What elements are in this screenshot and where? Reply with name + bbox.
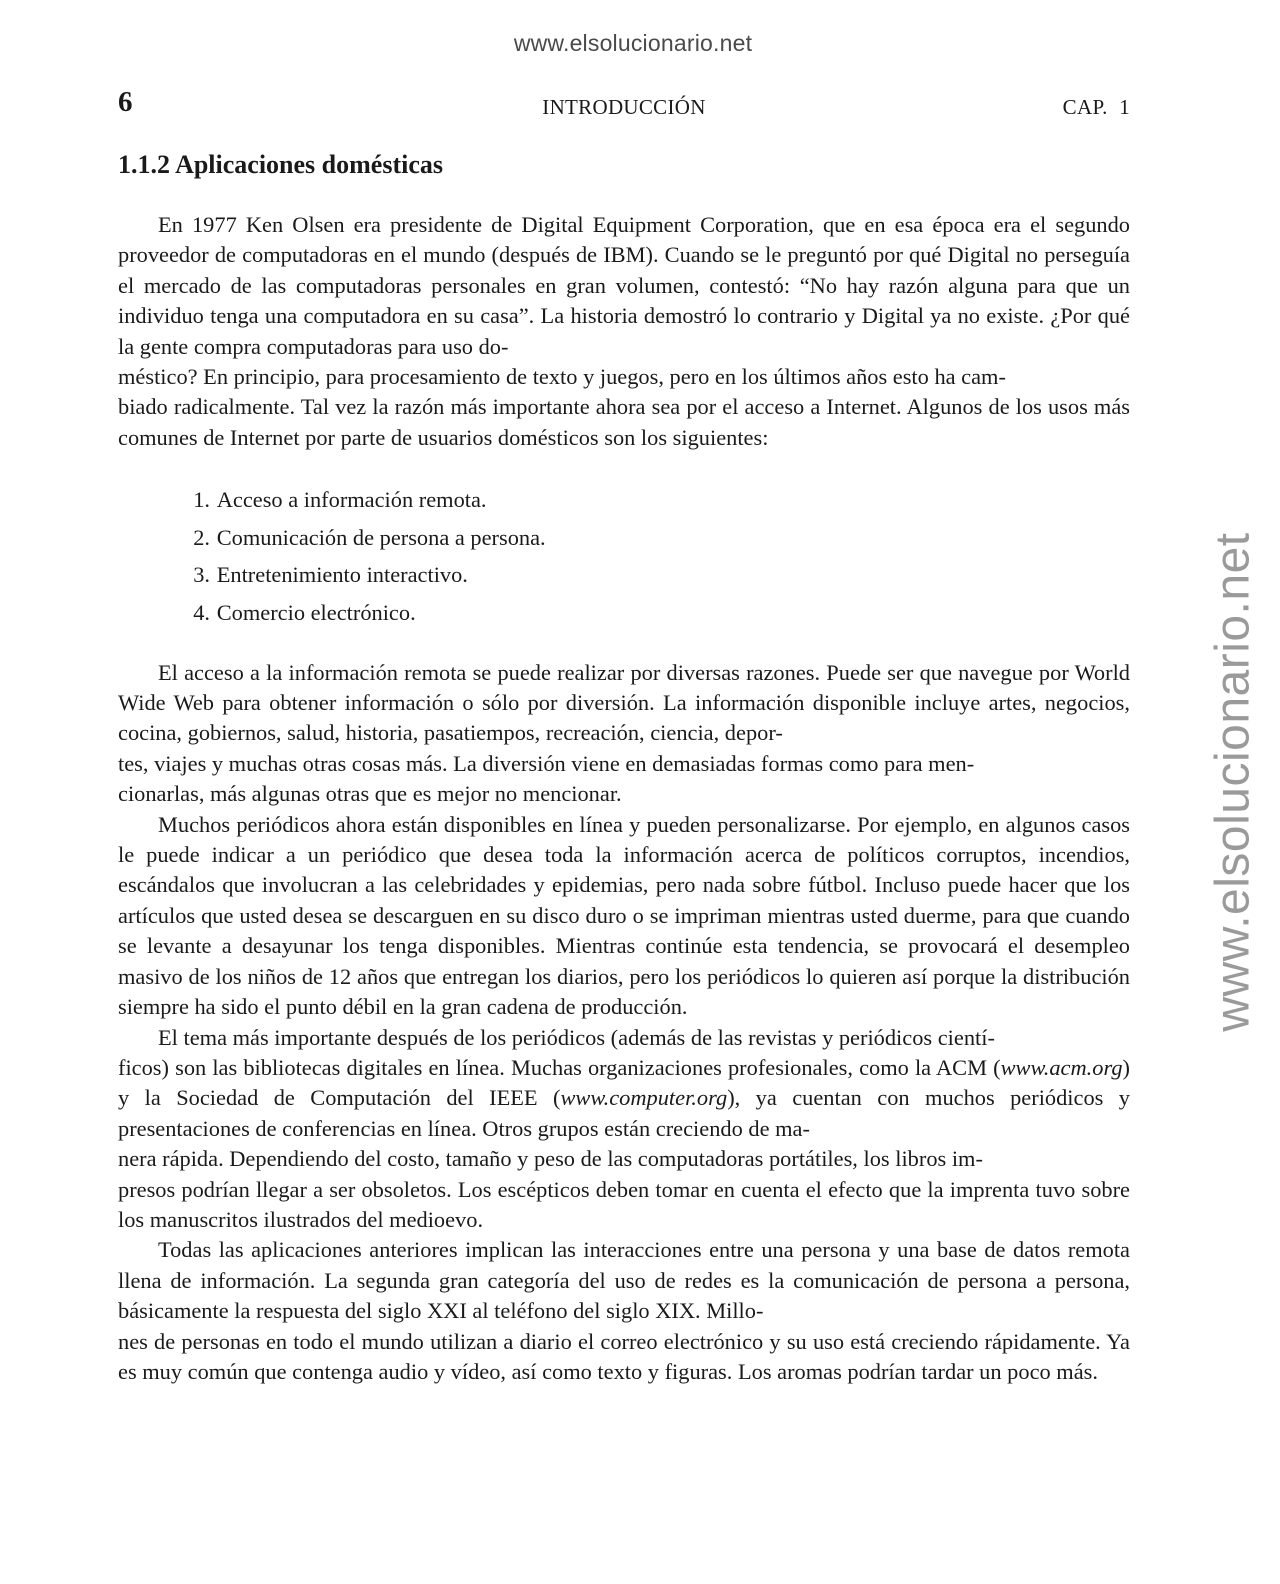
chapter-reference: CAP. 1 bbox=[1062, 95, 1130, 119]
remote-access-text-1: El acceso a la información remota se puede realizar por diversas razones. Puede ser que navegue por World Wide Web para obtener información o sólo por diversión. La información disponible incluye artes, negocios, cocina, gobiernos, salud, historia, pasatiempos, recreación, ciencia, depor- bbox=[118, 659, 1130, 746]
uses-list bbox=[118, 481, 1130, 631]
page-number: 6 bbox=[118, 86, 133, 118]
paragraph-digital-libraries bbox=[118, 1023, 1130, 1236]
url-computer: www.computer.org bbox=[560, 1085, 728, 1111]
list-item bbox=[118, 519, 1130, 557]
remote-access-text-2: tes, viajes y muchas otras cosas más. La diversión viene en demasiadas formas como para men- bbox=[118, 750, 975, 776]
body-text bbox=[118, 210, 1130, 1387]
libraries-text-3: ) y la Sociedad de Computación del IEEE ( bbox=[118, 1054, 1130, 1111]
libraries-text-5: nera rápida. Dependiendo del costo, tamaño y peso de las computadoras portátiles, los libros im- bbox=[118, 1146, 983, 1172]
intro-text-2: méstico? En principio, para procesamiento de texto y juegos, pero en los últimos años esto ha cam- bbox=[118, 364, 1006, 390]
url-acm: www.acm.org bbox=[1000, 1054, 1123, 1080]
list-item-number: 1. bbox=[193, 487, 210, 513]
list-item-text: Entretenimiento interactivo. bbox=[216, 562, 468, 588]
list-item bbox=[118, 594, 1130, 632]
list-item-number: 3. bbox=[193, 562, 210, 588]
paragraph-newspapers: Muchos periódicos ahora están disponibles en línea y pueden personalizarse. Por ejemplo, en algunos casos le puede indicar a un periódico que desea toda la información acerca de políticos corruptos, incendios, escándalos que involucran a las celebridades y epidemias, pero nada sobre fútbol. Incluso puede hacer que los artículos que usted desea se descarguen en su disco duro o se impriman mientras usted duerme, para que cuando se levante a desayunar los tenga disponibles. Mientras continúe esta tendencia, se provocará el desempleo masivo de los niños de 12 años que entregan los diarios, pero los periódicos lo quieren así porque la distribución siempre ha sido el punto débil en la gran cadena de producción. bbox=[118, 811, 1130, 1020]
chapter-title: INTRODUCCIÓN bbox=[542, 95, 706, 119]
paragraph-remote-access bbox=[118, 658, 1130, 810]
list-item-text: Acceso a información remota. bbox=[216, 487, 487, 513]
watermark-side: www.elsolucionario.net bbox=[1206, 532, 1260, 1032]
libraries-text-4: ), ya cuentan con muchos periódicos y presentaciones de conferencias en línea. Otros grupos están creciendo de ma- bbox=[118, 1085, 1130, 1141]
communication-text-2: nes de personas en todo el mundo utilizan a diario el correo electrónico y su uso está creciendo rápidamente. Ya es muy común que contenga audio y vídeo, así como texto y figuras. Los aromas podrían tardar un poco más. bbox=[118, 1328, 1130, 1384]
list-item bbox=[118, 481, 1130, 519]
remote-access-text-3: cionarlas, más algunas otras que es mejor no mencionar. bbox=[118, 781, 622, 807]
paragraph-communication bbox=[118, 1235, 1130, 1387]
list-item bbox=[118, 556, 1130, 594]
list-item-number: 2. bbox=[193, 524, 210, 550]
section-heading: 1.1.2 Aplicaciones domésticas bbox=[118, 150, 443, 179]
intro-text-3: biado radicalmente. Tal vez la razón más importante ahora sea por el acceso a Internet. Algunos de los usos más comunes de Internet por parte de usuarios domésticos son los siguientes: bbox=[118, 394, 1130, 450]
intro-text-1: En 1977 Ken Olsen era presidente de Digital Equipment Corporation, que en esa época era el segundo proveedor de computadoras en el mundo (después de IBM). Cuando se le preguntó por qué Digital no perseguía el mercado de las computadoras personales en gran volumen, contestó: “No hay razón alguna para que un individuo tenga una computadora en su casa”. La historia demostró lo contrario y Digital ya no existe. ¿Por qué la gente compra computadoras para uso do- bbox=[118, 212, 1130, 359]
list-item-text: Comunicación de persona a persona. bbox=[216, 524, 546, 550]
running-head bbox=[118, 86, 1130, 126]
libraries-text-1: El tema más importante después de los periódicos (además de las revistas y periódicos cientí- bbox=[158, 1024, 995, 1050]
libraries-text-6: presos podrían llegar a ser obsoletos. Los escépticos deben tomar en cuenta el efecto que la imprenta tuvo sobre los manuscritos ilustrados del medioevo. bbox=[118, 1176, 1130, 1232]
list-item-text: Comercio electrónico. bbox=[216, 600, 416, 626]
communication-text-1: Todas las aplicaciones anteriores implican las interacciones entre una persona y una base de datos remota llena de información. La segunda gran categoría del uso de redes es la comunicación de persona a persona, básicamente la respuesta del siglo XXI al teléfono del siglo XIX. Millo- bbox=[118, 1237, 1130, 1324]
paragraph-intro bbox=[118, 210, 1130, 453]
libraries-text-2: ficos) son las bibliotecas digitales en línea. Muchas organizaciones profesionales, como la ACM ( bbox=[118, 1054, 1001, 1080]
list-item-number: 4. bbox=[193, 600, 210, 626]
watermark-top: www.elsolucionario.net bbox=[513, 30, 753, 56]
